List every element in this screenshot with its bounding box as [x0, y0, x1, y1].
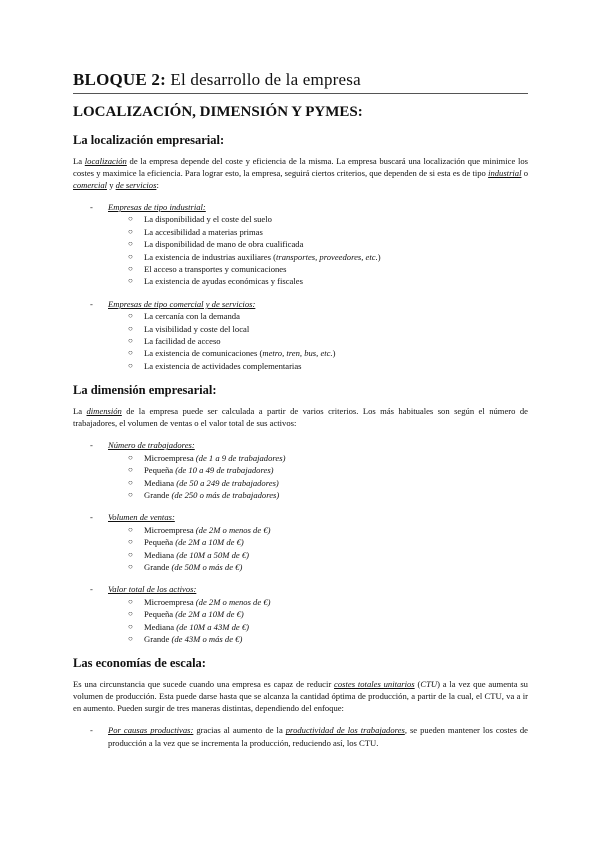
dim-group [73, 439, 528, 501]
loc-group [73, 298, 528, 372]
document-page [73, 68, 528, 749]
list-item: ○ La existencia de comunicaciones (metro, tren, bus, etc.) [128, 348, 336, 359]
list-item: ○ Pequeña (de 2M a 10M de €) [128, 609, 244, 620]
term-costes: costes totales unitarios [334, 679, 415, 690]
dim-sublist [73, 452, 528, 502]
circle-bullet-icon: ○ [128, 621, 133, 631]
dim-group [73, 583, 528, 645]
bloque-label: BLOQUE 2: [73, 70, 166, 89]
list-item: ○ Microempresa (de 2M o menos de €) [128, 596, 271, 607]
list-item: ○ Pequeña (de 10 a 49 de trabajadores) [128, 465, 274, 476]
term-ctu: CTU [420, 679, 438, 690]
circle-bullet-icon: ○ [128, 596, 133, 606]
circle-bullet-icon: ○ [128, 489, 133, 499]
list-item: ○ La existencia de industrias auxiliares (transportes, proveedores, etc.) [128, 251, 381, 262]
list-item: ○ Microempresa (de 1 a 9 de trabajadores) [128, 452, 286, 463]
dim-group [73, 511, 528, 573]
list-item: ○ La cercanía con la demanda [128, 311, 240, 322]
circle-bullet-icon: ○ [128, 477, 133, 487]
list-item: ○ El acceso a transportes y comunicaciones [128, 264, 287, 275]
circle-bullet-icon: ○ [128, 524, 133, 534]
dash-bullet: - [90, 725, 93, 736]
circle-bullet-icon: ○ [128, 276, 133, 286]
list-item: ○ Pequeña (de 2M a 10M de €) [128, 537, 244, 548]
term-industrial: industrial [488, 168, 522, 178]
localizacion-heading: La localización empresarial: [73, 133, 225, 147]
dash-bullet: - [90, 440, 93, 451]
list-item: ○ Microempresa (de 2M o menos de €) [128, 524, 271, 535]
dimension-heading: La dimensión empresarial: [73, 383, 217, 398]
list-item: ○ La visibilidad y coste del local [128, 323, 250, 334]
escala-item: - Por causas productivas: gracias al aumento de la productividad de los trabajadores, se pueden mantener los costes de producción a la vez que se incrementa la producción, reduciendo así, los CTU. [90, 725, 528, 748]
escala-heading: Las economías de escala: [73, 656, 206, 671]
circle-bullet-icon: ○ [128, 348, 133, 358]
term-comercial: comercial [73, 180, 108, 190]
circle-bullet-icon: ○ [128, 336, 133, 346]
circle-bullet-icon: ○ [128, 633, 133, 643]
list-item: ○ La facilidad de acceso [128, 336, 221, 347]
circle-bullet-icon: ○ [128, 561, 133, 571]
dim-group-title: - Número de trabajadores: [90, 440, 195, 451]
escala-paragraph: Es una circunstancia que sucede cuando una empresa es capaz de reducir costes totales unitarios (CTU) a la vez que aumenta su volumen de producción. Esta puede darse hasta que se alcanza la cantidad óptima de producción, a partir de la cual, el CTU, va a ir en aumento. Pueden surgir de tres maneras distintas, dependiendo del enfoque: [73, 679, 528, 714]
localizacion-paragraph: La localización de la empresa depende del coste y eficiencia de la misma. La empresa buscará una localización que minimice los costes y maximice la eficiencia. Para lograr esto, la empresa, seguirá ciertos criterios, que dependen de si esta es de tipo industrial o comercial y de servicios: [73, 156, 529, 190]
list-item: ○ La existencia de ayudas económicas y fiscales [128, 276, 303, 287]
circle-bullet-icon: ○ [128, 251, 133, 261]
loc-group-title: - Empresas de tipo comercial y de servicios: [90, 298, 256, 309]
dash-bullet: - [90, 298, 93, 309]
escala-item-label: Por causas productivas: [108, 725, 194, 736]
loc-sublist [73, 213, 528, 287]
loc-group [73, 201, 528, 288]
term-dimension: dimensión [86, 406, 122, 417]
circle-bullet-icon: ○ [128, 549, 133, 559]
circle-bullet-icon: ○ [128, 360, 133, 370]
list-item: ○ Grande (de 50M o más de €) [128, 561, 243, 572]
dimension-paragraph: La dimensión de la empresa puede ser calculada a partir de varios criterios. Los más habituales son según el número de trabajadores, el volumen de ventas o el valor total de sus activos: [73, 406, 528, 429]
circle-bullet-icon: ○ [128, 239, 133, 249]
escala-list [73, 724, 528, 749]
list-item: ○ La disponibilidad y el coste del suelo [128, 214, 272, 225]
list-item: ○ Mediana (de 10M a 50M de €) [128, 549, 250, 560]
list-item: ○ Mediana (de 10M a 43M de €) [128, 621, 250, 632]
circle-bullet-icon: ○ [128, 465, 133, 475]
loc-sublist [73, 310, 528, 372]
list-item: ○ Mediana (de 50 a 249 de trabajadores) [128, 477, 279, 488]
circle-bullet-icon: ○ [128, 609, 133, 619]
section-title: LOCALIZACIÓN, DIMENSIÓN Y PYMES: [73, 104, 363, 120]
dim-sublist [73, 596, 528, 646]
circle-bullet-icon: ○ [128, 537, 133, 547]
list-item: ○ Grande (de 250 o más de trabajadores) [128, 489, 280, 500]
circle-bullet-icon: ○ [128, 226, 133, 236]
circle-bullet-icon: ○ [128, 323, 133, 333]
circle-bullet-icon: ○ [128, 264, 133, 274]
list-item: ○ La disponibilidad de mano de obra cualificada [128, 239, 304, 250]
bloque-title: El desarrollo de la empresa [170, 70, 361, 89]
circle-bullet-icon: ○ [128, 452, 133, 462]
dash-bullet: - [90, 202, 93, 212]
term-productividad: productividad de los trabajadores [285, 725, 405, 736]
circle-bullet-icon: ○ [128, 311, 133, 321]
list-item: ○ La accesibilidad a materias primas [128, 226, 263, 237]
list-item: ○ La existencia de actividades complementarias [128, 360, 302, 371]
bloque-heading [73, 68, 528, 92]
dash-bullet: - [90, 512, 93, 523]
dim-sublist [73, 524, 528, 574]
term-localizacion: localización [84, 156, 127, 166]
term-servicios: de servicios [115, 180, 157, 190]
list-item: ○ Grande (de 43M o más de €) [128, 633, 243, 644]
loc-group-title: - Empresas de tipo industrial: [90, 202, 206, 212]
dim-group-title: - Valor total de los activos: [90, 584, 197, 595]
dim-group-title: - Volumen de ventas: [90, 512, 175, 523]
circle-bullet-icon: ○ [128, 214, 133, 224]
dash-bullet: - [90, 584, 93, 595]
heading-rule [73, 93, 528, 94]
